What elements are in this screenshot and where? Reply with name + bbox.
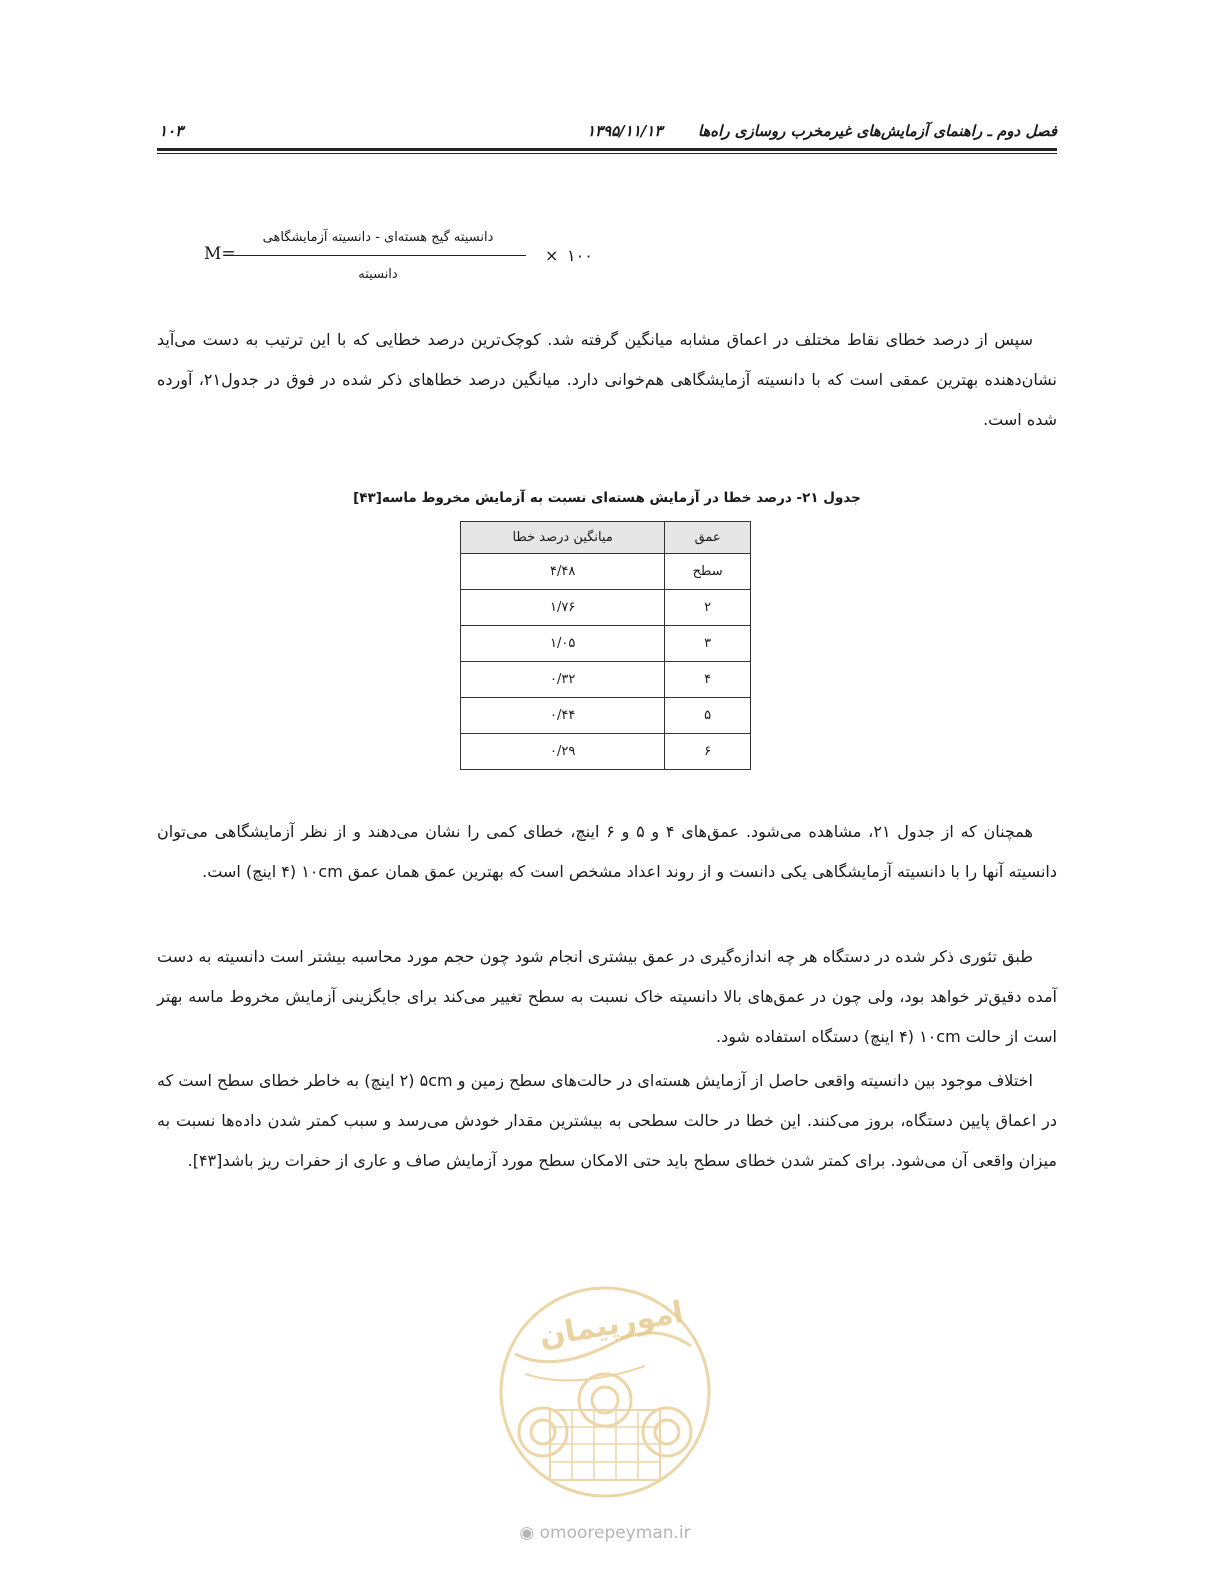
table-row bbox=[461, 554, 751, 590]
formula-numerator: دانسیته گیج هسته‌ای - دانسیته آزمایشگاهی bbox=[262, 230, 494, 245]
times-sign: × bbox=[545, 246, 559, 265]
logo-text: امورپیمان bbox=[536, 1294, 687, 1355]
formula-lhs: M= bbox=[204, 244, 236, 264]
table-row bbox=[461, 662, 751, 698]
paragraph-4 bbox=[157, 1061, 1057, 1181]
formula-denominator: دانسیته bbox=[358, 267, 398, 282]
paragraph-3 bbox=[157, 937, 1057, 1057]
formula-factor: ۱۰۰ bbox=[567, 246, 593, 265]
watermark-logo bbox=[495, 1282, 715, 1502]
paragraph-2-text: همچنان که از جدول ۲۱، مشاهده می‌شود. عمق‌های ۴ و ۵ و ۶ اینچ، خطای کمی را نشان می‌دهند و از نظر آزمایشگاهی می‌توان دانسیته آنها را با دانسیته آزمایشگاهی یکی دانست و از روند اعداد مشخص است که بهترین عمق همان عمق ۱۰cm (۴ اینچ) است. bbox=[157, 822, 1057, 881]
cell-avg-error: ۰/۲۹ bbox=[461, 734, 665, 770]
header-date: ۱۳۹۵/۱۱/۱۳ bbox=[587, 122, 663, 140]
table-row bbox=[461, 626, 751, 662]
table-caption: جدول ۲۱- درصد خطا در آزمایش هسته‌ای نسبت به آزمایش مخروط ماسه[۴۳] bbox=[353, 490, 861, 506]
logo-seal-icon bbox=[495, 1282, 715, 1502]
paragraph-1 bbox=[157, 320, 1057, 440]
paragraph-3-text: طبق تئوری ذکر شده در دستگاه هر چه اندازه‌گیری در عمق بیشتری انجام شود چون حجم مورد محاسبه بیشتر است دانسیته به دست آمده دقیق‌تر خواهد بود، ولی چون در عمق‌های بالا دانسیته خاک نسبت به سطح تغییر می‌کند برای جایگزینی آزمایش مخروط ماسه بهتر است از حالت ۱۰cm (۴ اینچ) دستگاه استفاده شود. bbox=[157, 947, 1057, 1046]
table-row bbox=[461, 590, 751, 626]
table-row bbox=[461, 698, 751, 734]
header-rule-thin bbox=[157, 153, 1057, 154]
paragraph-2 bbox=[157, 812, 1057, 892]
cell-avg-error: ۴/۴۸ bbox=[461, 554, 665, 590]
watermark-site-text: omoorepeyman.ir bbox=[539, 1523, 691, 1543]
error-table bbox=[460, 521, 751, 770]
header-avg-error: میانگین درصد خطا bbox=[461, 522, 665, 554]
paragraph-1-text: سپس از درصد خطای نقاط مختلف در اعماق مشابه میانگین گرفته شد. کوچک‌ترین درصد خطایی که با این ترتیب به دست می‌آید نشان‌دهنده بهترین عمقی است که با دانسیته آزمایشگاهی هم‌خوانی دارد. میانگین درصد خطاهای ذکر شده در فوق در جدول۲۱، آورده شده است. bbox=[157, 330, 1057, 429]
cell-depth: ۴ bbox=[665, 662, 751, 698]
fraction-bar bbox=[230, 255, 526, 256]
cell-avg-error: ۰/۴۴ bbox=[461, 698, 665, 734]
cell-depth: ۶ bbox=[665, 734, 751, 770]
cell-depth: ۵ bbox=[665, 698, 751, 734]
paragraph-4-text: اختلاف موجود بین دانسیته واقعی حاصل از آزمایش هسته‌ای در حالت‌های سطح زمین و ۵cm (۲ اینچ) به خاطر خطای سطح است که در اعماق پایین دستگاه، بروز می‌کنند. این خطا در حالت سطحی به بیشترین مقدار خودش می‌رسد و سبب کمتر شدن داده‌ها نسبت به میزان واقعی آن می‌شود. برای کمتر شدن خطای سطح باید حتی الامکان سطح مورد آزمایش صاف و عاری از حفرات ریز باشد[۴۳]. bbox=[157, 1071, 1057, 1170]
table-header-row bbox=[461, 522, 751, 554]
error-formula bbox=[200, 222, 620, 292]
cell-avg-error: ۱/۷۶ bbox=[461, 590, 665, 626]
cell-depth: ۳ bbox=[665, 626, 751, 662]
cell-avg-error: ۱/۰۵ bbox=[461, 626, 665, 662]
header-depth: عمق bbox=[665, 522, 751, 554]
table-row bbox=[461, 734, 751, 770]
header-rule-thick bbox=[157, 148, 1057, 151]
cell-depth: سطح bbox=[665, 554, 751, 590]
cell-avg-error: ۰/۳۲ bbox=[461, 662, 665, 698]
watermark-site: ◉ omoorepeyman.ir bbox=[519, 1523, 691, 1543]
page-number: ۱۰۳ bbox=[159, 122, 184, 140]
chapter-title: فصل دوم ـ راهنمای آزمایش‌های غیرمخرب روسازی راه‌ها bbox=[697, 122, 1057, 140]
cell-depth: ۲ bbox=[665, 590, 751, 626]
